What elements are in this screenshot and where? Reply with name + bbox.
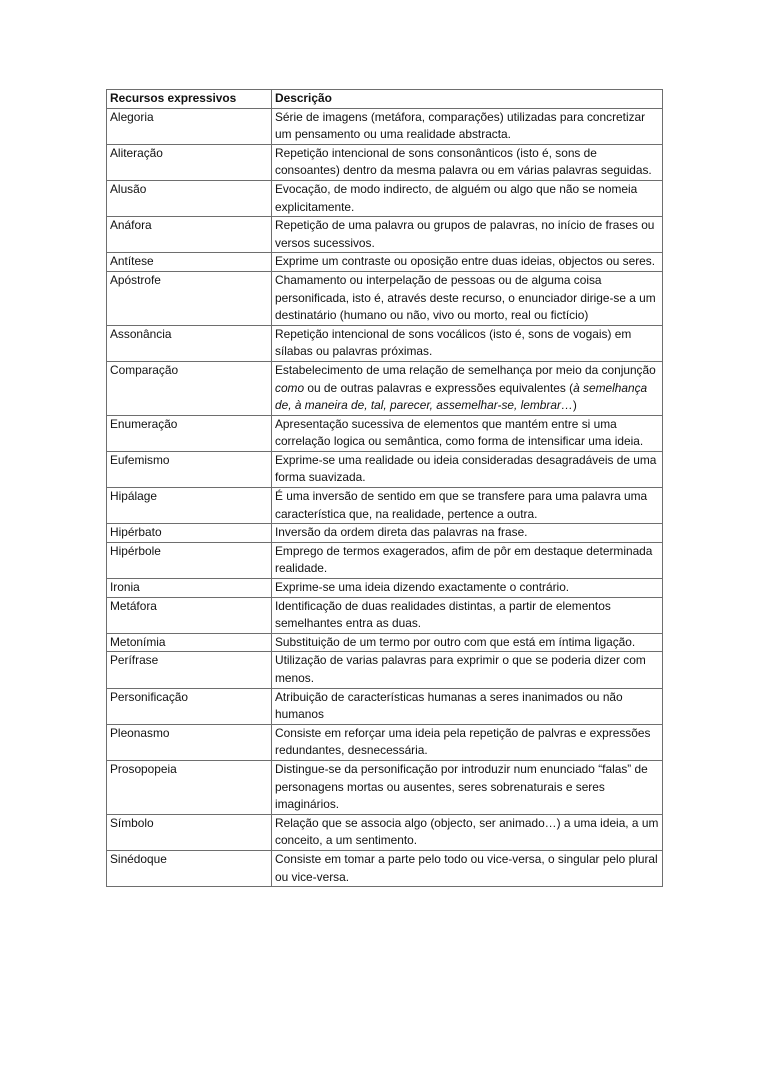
description-text: Emprego de termos exagerados, afim de pôr em destaque determinada realidade. — [275, 543, 653, 576]
description-text: Relação que se associa algo (objecto, ser animado…) a uma ideia, a um conceito, a um sentimento. — [275, 815, 659, 848]
resource-description — [272, 597, 663, 633]
table-row — [107, 488, 663, 524]
resource-term: Personificação — [107, 688, 272, 724]
description-text: Repetição intencional de sons consonânticos (isto é, sons de consoantes) dentro da mesma palavra ou em várias palavras seguidas. — [275, 145, 652, 178]
table-row — [107, 524, 663, 543]
resource-description — [272, 850, 663, 886]
description-text: Estabelecimento de uma relação de semelhança por meio da conjunção — [275, 362, 656, 377]
description-text: Evocação, de modo indirecto, de alguém ou algo que não se nomeia explicitamente. — [275, 181, 638, 214]
table-row — [107, 108, 663, 144]
resource-description — [272, 652, 663, 688]
resource-term: Comparação — [107, 361, 272, 415]
resource-term: Alusão — [107, 180, 272, 216]
description-text: Inversão da ordem direta das palavras na frase. — [275, 525, 528, 540]
resource-term: Alegoria — [107, 108, 272, 144]
figures-of-speech-table — [106, 89, 663, 887]
description-text: Consiste em reforçar uma ideia pela repetição de palvras e expressões redundantes, desnecessária. — [275, 725, 651, 758]
table-row — [107, 253, 663, 272]
table-row — [107, 325, 663, 361]
description-text: Repetição de uma palavra ou grupos de palavras, no início de frases ou versos sucessivos. — [275, 218, 655, 250]
description-text: Exprime um contraste ou oposição entre duas ideias, objectos ou seres. — [275, 254, 656, 269]
description-text: Utilização de varias palavras para exprimir o que se poderia dizer com menos. — [275, 653, 646, 685]
resource-description — [272, 271, 663, 325]
description-text: Apresentação sucessiva de elementos que mantém entre si uma correlação logica ou semântica, como forma de intensificar uma ideia. — [275, 416, 644, 449]
table-row — [107, 652, 663, 688]
resource-description — [272, 361, 663, 415]
resource-term: Anáfora — [107, 217, 272, 253]
resource-description — [272, 144, 663, 180]
description-text: Série de imagens (metáfora, comparações) utilizadas para concretizar um pensamento ou uma realidade abstracta. — [275, 109, 646, 142]
resource-description — [272, 253, 663, 272]
resource-description — [272, 217, 663, 253]
resource-term: Eufemismo — [107, 451, 272, 487]
description-text: Distingue-se da personificação por introduzir num enunciado “falas” de personagens mortas ou ausentes, seres sobrenaturais e seres imaginários. — [275, 761, 648, 812]
resource-description — [272, 108, 663, 144]
resource-term: Ironia — [107, 579, 272, 598]
resource-description — [272, 180, 663, 216]
table-row — [107, 850, 663, 886]
description-text: Exprime-se uma realidade ou ideia consideradas desagradáveis de uma forma suavizada. — [275, 452, 657, 485]
resource-term: Prosopopeia — [107, 760, 272, 814]
table-row — [107, 688, 663, 724]
resource-description — [272, 760, 663, 814]
table-row — [107, 542, 663, 578]
table-header-row — [107, 90, 663, 109]
resource-term: Sinédoque — [107, 850, 272, 886]
description-text: Chamamento ou interpelação de pessoas ou de alguma coisa personificada, isto é, através deste recurso, o enunciador dirige-se a um destinatário (humano ou não, vivo ou morto, real ou fictício) — [275, 272, 656, 323]
description-text: Repetição intencional de sons vocálicos (isto é, sons de vogais) em sílabas ou palavras próximas. — [275, 326, 632, 359]
table-row — [107, 814, 663, 850]
table-row — [107, 724, 663, 760]
resource-term: Pleonasmo — [107, 724, 272, 760]
description-text: Identificação de duas realidades distintas, a partir de elementos semelhantes entra as duas. — [275, 598, 611, 631]
resource-description — [272, 524, 663, 543]
description-italic-text: à semelhança de, à maneira de, tal, parecer, assemelhar-se, lembrar… — [275, 380, 648, 413]
resource-term: Metonímia — [107, 633, 272, 652]
resource-term: Hipérbole — [107, 542, 272, 578]
table-body — [107, 108, 663, 887]
table-row — [107, 597, 663, 633]
resource-term: Enumeração — [107, 415, 272, 451]
resource-term: Assonância — [107, 325, 272, 361]
description-text: Substituição de um termo por outro com que está em íntima ligação. — [275, 634, 636, 649]
resource-term: Perífrase — [107, 652, 272, 688]
resource-term: Hipérbato — [107, 524, 272, 543]
resource-description — [272, 814, 663, 850]
table-row — [107, 579, 663, 598]
resource-description — [272, 415, 663, 451]
resource-term: Metáfora — [107, 597, 272, 633]
resource-description — [272, 325, 663, 361]
description-text: ou de outras palavras e expressões equivalentes ( — [304, 380, 574, 395]
description-text: Exprime-se uma ideia dizendo exactamente o contrário. — [275, 580, 570, 595]
resource-description — [272, 451, 663, 487]
resource-term: Antítese — [107, 253, 272, 272]
table-row — [107, 415, 663, 451]
description-text: Consiste em tomar a parte pelo todo ou vice-versa, o singular pelo plural ou vice-versa. — [275, 851, 658, 884]
resource-term: Hipálage — [107, 488, 272, 524]
table-row — [107, 760, 663, 814]
resource-description — [272, 724, 663, 760]
description-text: ) — [572, 398, 577, 413]
table-row — [107, 217, 663, 253]
header-description: Descrição — [272, 90, 663, 109]
header-resources: Recursos expressivos — [107, 90, 272, 109]
resource-term: Aliteração — [107, 144, 272, 180]
description-italic-text: como — [275, 380, 305, 395]
description-text: Atribuição de características humanas a seres inanimados ou não humanos — [275, 689, 623, 722]
resource-description — [272, 688, 663, 724]
table-row — [107, 271, 663, 325]
table-row — [107, 451, 663, 487]
resource-term: Apóstrofe — [107, 271, 272, 325]
table-row — [107, 144, 663, 180]
resource-term: Símbolo — [107, 814, 272, 850]
table-row — [107, 180, 663, 216]
resource-description — [272, 488, 663, 524]
table-row — [107, 633, 663, 652]
description-text: É uma inversão de sentido em que se transfere para uma palavra uma característica que, na realidade, pertence a outra. — [275, 489, 648, 521]
resource-description — [272, 633, 663, 652]
resource-description — [272, 542, 663, 578]
resource-description — [272, 579, 663, 598]
table-row — [107, 361, 663, 415]
